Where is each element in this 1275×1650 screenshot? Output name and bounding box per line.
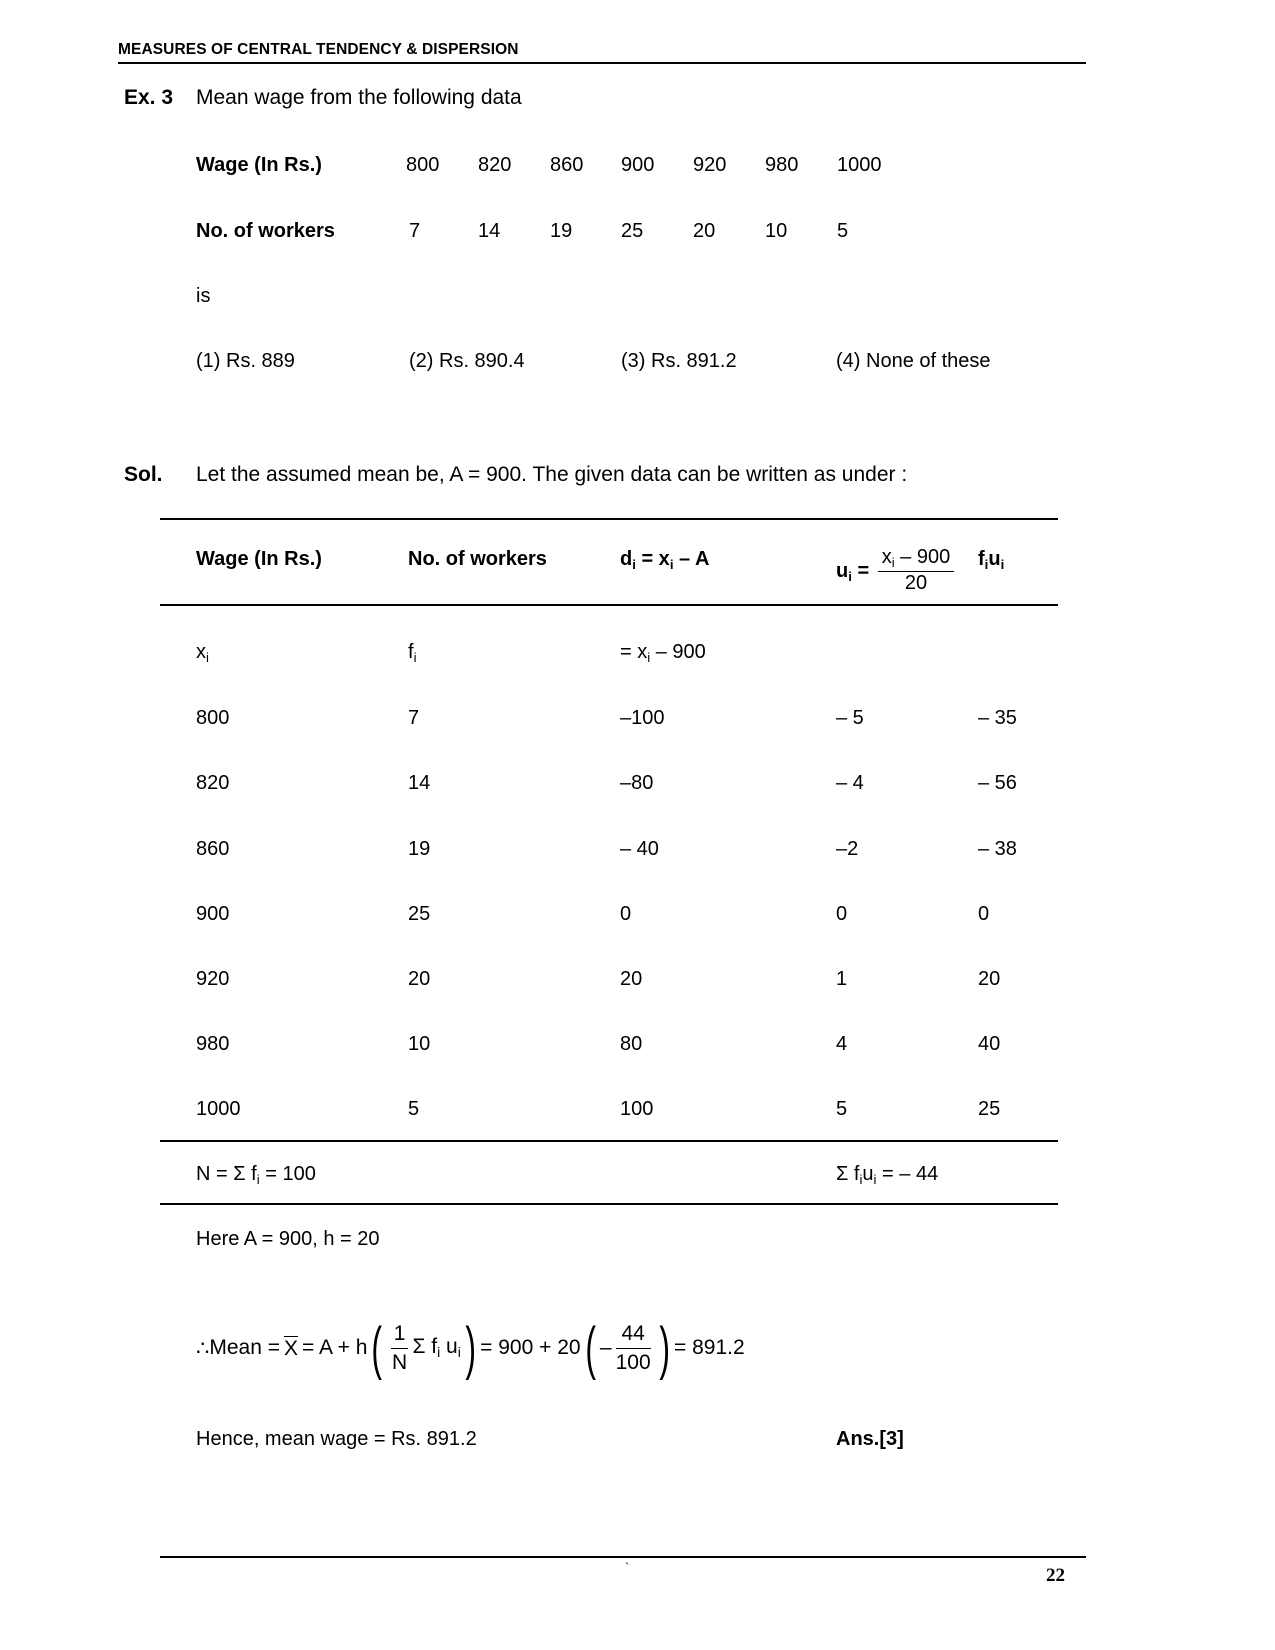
table-row: 7 (408, 707, 420, 729)
question-workers-value: 19 (550, 220, 573, 242)
option-2[interactable]: (2) Rs. 890.4 (409, 350, 525, 372)
table-row: – 56 (978, 772, 1017, 794)
footer-mark: ` (625, 1560, 630, 1575)
total-fu-u: u (862, 1163, 874, 1185)
question-workers-value: 5 (837, 220, 849, 242)
table-row: 5 (836, 1098, 848, 1120)
table-header-workers: No. of workers (408, 548, 547, 570)
running-head-text: MEASURES OF CENTRAL TENDENCY & DISPERSION (118, 41, 519, 58)
table-row: –100 (620, 707, 665, 729)
footer-rule (160, 1556, 1086, 1558)
table-row: 40 (978, 1033, 1001, 1055)
table-row: – 35 (978, 707, 1017, 729)
table-subheader-f: $f_i$ (408, 641, 417, 665)
running-head-rule (118, 62, 1086, 64)
u-equals: = (851, 560, 875, 583)
table-row: 1 (836, 968, 848, 990)
total-fu-value: = – 44 (876, 1163, 939, 1185)
u-num-rest: – 900 (894, 546, 951, 568)
table-row: 0 (620, 903, 632, 925)
therefore-symbol: ∴ (196, 1336, 210, 1360)
table-total-n: N = Σ $f_i = 100$ (196, 1163, 316, 1187)
minus-sign: – (599, 1336, 612, 1359)
one-over-n-fraction (391, 1322, 409, 1373)
question-wage-value: 800 (406, 154, 440, 176)
question-wage-label: Wage (In Rs.) (196, 154, 322, 176)
fraction-numerator: 44 (616, 1322, 651, 1348)
question-workers-value: 7 (409, 220, 421, 242)
equals-900-plus-20: = 900 + 20 (480, 1336, 581, 1359)
table-row: – 38 (978, 838, 1017, 860)
table-row: 25 (408, 903, 431, 925)
d-minus-a: – A (673, 548, 710, 570)
subheader-f-symbol: f (408, 641, 414, 663)
subheader-x-symbol: x (196, 641, 206, 663)
question-is-text: is (196, 285, 211, 307)
table-row: 0 (836, 903, 848, 925)
table-row: 1000 (196, 1098, 241, 1120)
total-n-sigma: Σ f (233, 1163, 257, 1185)
question-wage-value: 860 (550, 154, 584, 176)
table-row: 0 (978, 903, 990, 925)
table-row: 20 (978, 968, 1001, 990)
question-workers-label: No. of workers (196, 220, 335, 242)
one-over-n-denominator: N (392, 1350, 408, 1374)
one-over-n-numerator: 1 (391, 1322, 409, 1348)
option-1[interactable]: (1) Rs. 889 (196, 350, 295, 372)
running-head (118, 42, 1086, 64)
subheader-d-tail: – 900 (650, 641, 706, 663)
d-equals-x: = x (635, 548, 670, 570)
question-wage-value: 1000 (837, 154, 882, 176)
exercise-prompt: Mean wage from the following data (196, 86, 522, 109)
table-header-u: $u_i$ = $\frac{x_i - 900}{20}$ (836, 548, 957, 596)
table-row: 20 (408, 968, 431, 990)
table-bottom-rule (160, 1203, 1058, 1205)
question-wage-value: 900 (621, 154, 655, 176)
table-subheader-d: = $x_i - 900$ (620, 641, 706, 665)
question-wage-value: 980 (765, 154, 799, 176)
table-row: 800 (196, 707, 230, 729)
option-3[interactable]: (3) Rs. 891.2 (621, 350, 737, 372)
equals-a-plus-h: = A + h (302, 1336, 368, 1359)
table-top-rule (160, 518, 1058, 520)
table-row: 5 (408, 1098, 420, 1120)
question-wage-value: 920 (693, 154, 727, 176)
table-header-wage: Wage (In Rs.) (196, 548, 322, 570)
table-row: – 5 (836, 707, 864, 729)
table-header-fu: $f_iu_i$ (978, 548, 1005, 572)
table-total-fu: Σ $f_iu_i$ = – 44 (836, 1163, 939, 1187)
d-symbol: d (620, 548, 633, 570)
table-row: 980 (196, 1033, 230, 1055)
table-subheader-x: $x_i$ (196, 641, 209, 665)
u-fraction-denominator: 20 (904, 572, 928, 595)
fraction-denominator: 100 (615, 1350, 651, 1374)
fu-f: f (978, 548, 985, 570)
u-fraction-numerator: $x_i - 900$ (878, 547, 955, 572)
question-workers-value: 20 (693, 220, 716, 242)
u-fraction (878, 547, 955, 595)
table-row: – 4 (836, 772, 864, 794)
exercise-label: Ex. 3 (124, 86, 174, 109)
table-row: 20 (620, 968, 643, 990)
total-n-prefix: N = (196, 1163, 234, 1185)
total-fu-sigma: Σ f (836, 1163, 860, 1185)
table-row: 920 (196, 968, 230, 990)
table-row: 10 (408, 1033, 431, 1055)
table-row: 14 (408, 772, 431, 794)
table-row: – 40 (620, 838, 659, 860)
mean-word: Mean = (209, 1336, 281, 1359)
table-row: 860 (196, 838, 230, 860)
table-row: 19 (408, 838, 431, 860)
formula-result: = 891.2 (673, 1336, 745, 1359)
question-workers-value: 14 (478, 220, 501, 242)
table-header-d: $d_i = x_i - A$ (620, 548, 710, 572)
table-row: 900 (196, 903, 230, 925)
table-body-rule (160, 1140, 1058, 1142)
forty-four-over-hundred-fraction (616, 1322, 651, 1373)
subheader-d-eq: = x (620, 641, 648, 663)
table-header-rule (160, 604, 1058, 606)
sigma-f: Σ f (412, 1335, 438, 1359)
sigma-fu-term: Σ $f_i$ $u_i$ (412, 1335, 461, 1361)
mean-formula: ∴ Mean = X = A + h ( $\frac{1}{N}$ Σ $f_i$ $u_i$ ) = 900 + 20 ( – $\frac{44}{100}$ ) = 891.2 (196, 1316, 745, 1381)
table-row: 25 (978, 1098, 1001, 1120)
answer-tag: Ans.[3] (836, 1428, 904, 1450)
question-wage-value: 820 (478, 154, 512, 176)
solution-intro: Let the assumed mean be, A = 900. The given data can be written as under : (196, 463, 908, 486)
x-bar-symbol: X (284, 1336, 299, 1360)
u-num-x: x (881, 546, 892, 568)
page-number: 22 (1046, 1565, 1065, 1586)
total-n-value: = 100 (259, 1163, 316, 1185)
table-row: –2 (836, 838, 859, 860)
question-workers-value: 10 (765, 220, 788, 242)
table-row: –80 (620, 772, 654, 794)
table-row: 80 (620, 1033, 643, 1055)
solution-label: Sol. (124, 463, 163, 486)
conclusion-text: Hence, mean wage = Rs. 891.2 (196, 1428, 477, 1450)
option-4[interactable]: (4) None of these (836, 350, 991, 372)
table-row: 100 (620, 1098, 654, 1120)
table-row: 4 (836, 1033, 848, 1055)
here-line: Here A = 900, h = 20 (196, 1228, 380, 1250)
sigma-u: u (446, 1335, 458, 1359)
question-workers-value: 25 (621, 220, 644, 242)
table-row: 820 (196, 772, 230, 794)
fu-u: u (988, 548, 1001, 570)
u-symbol: u (836, 560, 849, 583)
